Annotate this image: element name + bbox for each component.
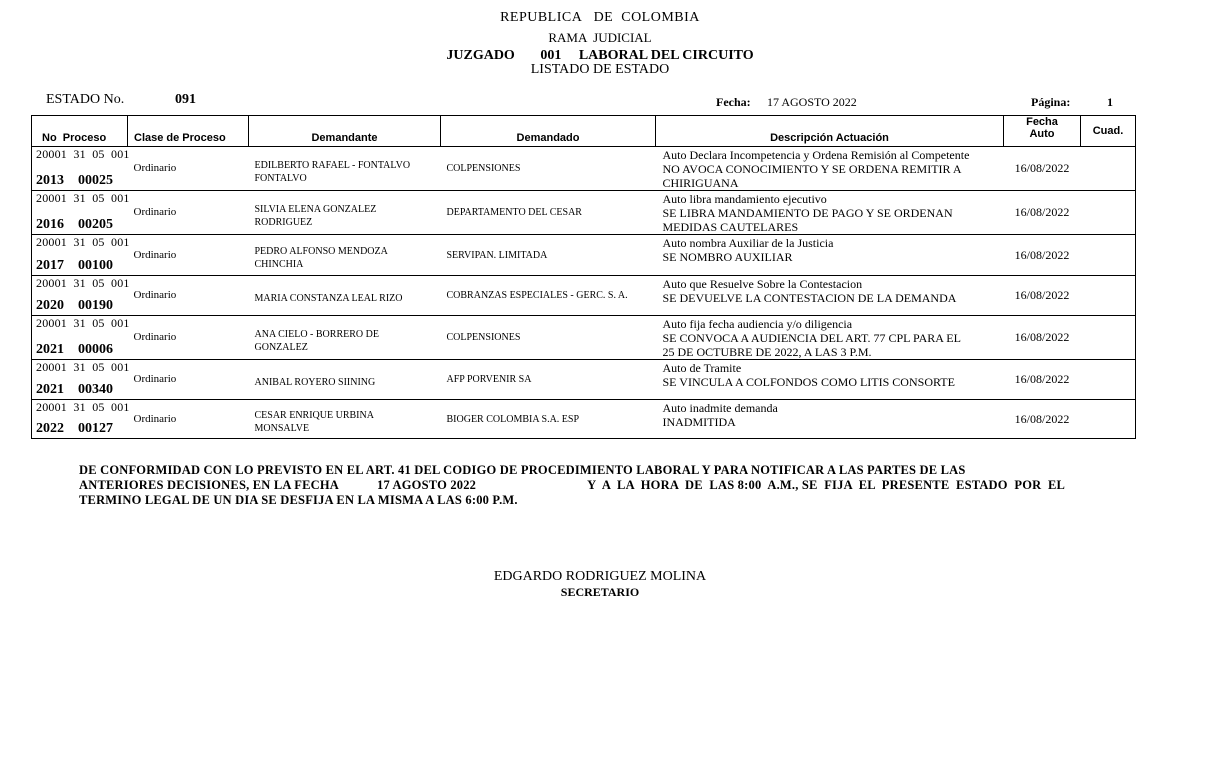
action-title: Auto libra mandamiento ejecutivo bbox=[662, 192, 827, 206]
cell-demandante bbox=[249, 191, 441, 235]
action-title: Auto de Tramite bbox=[662, 361, 742, 375]
cell-demandado bbox=[441, 276, 656, 316]
process-class: Ordinario bbox=[133, 206, 177, 218]
cell-demandante bbox=[249, 400, 441, 439]
process-year: 2020 bbox=[36, 298, 64, 313]
signature-title: SECRETARIO bbox=[560, 585, 640, 599]
action-date: 16/08/2022 bbox=[1014, 288, 1070, 302]
process-year: 2016 bbox=[36, 217, 64, 232]
table-row bbox=[32, 360, 1136, 400]
process-year: 2021 bbox=[36, 342, 64, 357]
header-cuad: Cuad. bbox=[1081, 116, 1136, 147]
cell-cuad bbox=[1081, 316, 1136, 360]
court-number: 001 bbox=[540, 48, 562, 63]
defendant: BIOGER COLOMBIA S.A. ESP bbox=[446, 413, 580, 425]
notice-date: 17 AGOSTO 2022 bbox=[377, 478, 477, 492]
branch-heading: RAMA JUDICIAL bbox=[548, 30, 652, 45]
defendant: AFP PORVENIR SA bbox=[446, 374, 532, 385]
cell-demandado bbox=[441, 235, 656, 276]
signature-name: EDGARDO RODRIGUEZ MOLINA bbox=[493, 569, 707, 584]
process-radicado: 00190 bbox=[78, 298, 113, 313]
process-code: 20001 31 05 001 bbox=[36, 360, 130, 374]
action-date: 16/08/2022 bbox=[1014, 161, 1070, 175]
process-year: 2021 bbox=[36, 382, 64, 397]
action-description bbox=[656, 147, 1004, 190]
plaintiff: EDILBERTO RAFAEL - FONTALVO FONTALVO bbox=[254, 159, 411, 184]
action-date: 16/08/2022 bbox=[1014, 372, 1070, 386]
process-code: 20001 31 05 001 bbox=[36, 400, 130, 414]
cell-cuad bbox=[1081, 276, 1136, 316]
cell-descripcion bbox=[656, 400, 1004, 439]
process-radicado: 00006 bbox=[78, 342, 113, 357]
cell-fecha bbox=[1004, 400, 1081, 439]
cell-clase bbox=[128, 191, 249, 235]
cell-proceso bbox=[32, 235, 128, 276]
table-row bbox=[32, 276, 1136, 316]
action-date: 16/08/2022 bbox=[1014, 330, 1070, 344]
defendant: DEPARTAMENTO DEL CESAR bbox=[446, 207, 582, 218]
action-date: 16/08/2022 bbox=[1014, 205, 1070, 219]
action-description bbox=[656, 360, 1004, 389]
process-number bbox=[36, 258, 113, 274]
court-label: JUZGADO bbox=[446, 48, 515, 63]
action-detail: INADMITIDA bbox=[662, 415, 736, 429]
process-radicado: 00127 bbox=[78, 421, 113, 436]
process-code: 20001 31 05 001 bbox=[36, 191, 130, 205]
legal-notice bbox=[79, 463, 1065, 508]
action-description bbox=[656, 316, 1004, 359]
estado-label: ESTADO No. bbox=[46, 92, 125, 107]
plaintiff: MARIA CONSTANZA LEAL RIZO bbox=[254, 293, 403, 304]
process-code: 20001 31 05 001 bbox=[36, 147, 130, 161]
cell-demandante bbox=[249, 235, 441, 276]
action-title: Auto que Resuelve Sobre la Contestacion bbox=[662, 277, 863, 291]
defendant: COLPENSIONES bbox=[446, 332, 521, 343]
plaintiff: ANIBAL ROYERO SIINING bbox=[254, 377, 376, 388]
process-number bbox=[36, 173, 113, 189]
process-class: Ordinario bbox=[133, 373, 177, 385]
notice-line-1: DE CONFORMIDAD CON LO PREVISTO EN EL ART. 41 DEL CODIGO DE PROCEDIMIENTO LABORAL Y PARA NOTIFICAR A LAS PARTES DE LAS bbox=[79, 463, 966, 477]
cell-clase bbox=[128, 316, 249, 360]
cell-demandado bbox=[441, 316, 656, 360]
cell-clase bbox=[128, 400, 249, 439]
action-detail: SE LIBRA MANDAMIENTO DE PAGO Y SE ORDENAN MEDIDAS CAUTELARES bbox=[662, 206, 953, 234]
plaintiff: SILVIA ELENA GONZALEZ RODRIGUEZ bbox=[254, 203, 377, 228]
cell-fecha bbox=[1004, 360, 1081, 400]
notice-line-2a: ANTERIORES DECISIONES, EN LA FECHA bbox=[79, 478, 339, 492]
table-row bbox=[32, 400, 1136, 439]
table-row bbox=[32, 147, 1136, 191]
action-date: 16/08/2022 bbox=[1014, 411, 1070, 426]
process-class: Ordinario bbox=[133, 289, 177, 301]
cell-descripcion bbox=[656, 191, 1004, 235]
cell-proceso bbox=[32, 147, 128, 191]
action-title: Auto fija fecha audiencia y/o diligencia bbox=[662, 317, 853, 331]
cell-demandante bbox=[249, 276, 441, 316]
cell-demandado bbox=[441, 147, 656, 191]
cell-proceso bbox=[32, 360, 128, 400]
cell-descripcion bbox=[656, 147, 1004, 191]
pagina-value: 1 bbox=[1107, 95, 1113, 109]
cell-proceso bbox=[32, 191, 128, 235]
process-number bbox=[36, 298, 113, 314]
action-description bbox=[656, 191, 1004, 234]
process-number bbox=[36, 382, 113, 398]
cell-cuad bbox=[1081, 400, 1136, 439]
cell-fecha bbox=[1004, 147, 1081, 191]
listing-title: LISTADO DE ESTADO bbox=[530, 62, 670, 77]
cell-clase bbox=[128, 276, 249, 316]
defendant: COLPENSIONES bbox=[446, 163, 521, 174]
action-detail: SE VINCULA A COLFONDOS COMO LITIS CONSORTE bbox=[662, 375, 955, 389]
table-row bbox=[32, 191, 1136, 235]
process-class: Ordinario bbox=[133, 412, 177, 425]
action-title: Auto Declara Incompetencia y Ordena Remisión al Competente bbox=[662, 148, 970, 162]
notice-line-2b: Y A LA HORA DE LAS 8:00 A.M., SE FIJA EL PRESENTE ESTADO POR EL bbox=[587, 478, 1066, 492]
process-class: Ordinario bbox=[133, 248, 177, 261]
republic-heading: REPUBLICA DE COLOMBIA bbox=[500, 10, 700, 25]
process-radicado: 00025 bbox=[78, 173, 113, 188]
defendant: COBRANZAS ESPECIALES - GERC. S. A. bbox=[446, 290, 628, 301]
table-row bbox=[32, 316, 1136, 360]
cell-fecha bbox=[1004, 316, 1081, 360]
pagina-label: Página: bbox=[1031, 95, 1071, 109]
cell-fecha bbox=[1004, 235, 1081, 276]
header-demandado: Demandado bbox=[441, 116, 656, 147]
cell-proceso bbox=[32, 400, 128, 439]
process-radicado: 00100 bbox=[78, 258, 113, 273]
cell-fecha bbox=[1004, 191, 1081, 235]
cell-proceso bbox=[32, 276, 128, 316]
cell-clase bbox=[128, 235, 249, 276]
header-fecha-auto bbox=[1004, 116, 1081, 147]
process-year: 2017 bbox=[36, 258, 64, 273]
fecha-value: 17 AGOSTO 2022 bbox=[767, 95, 857, 109]
action-description bbox=[656, 235, 1004, 264]
cell-cuad bbox=[1081, 235, 1136, 276]
court-name: LABORAL DEL CIRCUITO bbox=[578, 48, 754, 63]
cell-clase bbox=[128, 147, 249, 191]
cell-demandante bbox=[249, 316, 441, 360]
action-date: 16/08/2022 bbox=[1014, 247, 1070, 262]
cell-demandante bbox=[249, 147, 441, 191]
process-year: 2022 bbox=[36, 421, 64, 436]
process-code: 20001 31 05 001 bbox=[36, 276, 130, 290]
plaintiff: PEDRO ALFONSO MENDOZA CHINCHIA bbox=[254, 246, 388, 270]
cell-proceso bbox=[32, 316, 128, 360]
plaintiff: ANA CIELO - BORRERO DE GONZALEZ bbox=[254, 328, 379, 353]
header-demandante: Demandante bbox=[249, 116, 441, 147]
estado-table bbox=[31, 115, 1136, 439]
process-radicado: 00340 bbox=[78, 382, 113, 397]
action-detail: SE DEVUELVE LA CONTESTACION DE LA DEMANDA bbox=[662, 291, 957, 305]
plaintiff: CESAR ENRIQUE URBINA MONSALVE bbox=[254, 410, 374, 434]
cell-descripcion bbox=[656, 360, 1004, 400]
action-title: Auto nombra Auxiliar de la Justicia bbox=[662, 236, 834, 250]
cell-clase bbox=[128, 360, 249, 400]
process-number bbox=[36, 421, 113, 437]
table-header-row bbox=[32, 116, 1136, 147]
notice-line-3: TERMINO LEGAL DE UN DIA SE DESFIJA EN LA MISMA A LAS 6:00 P.M. bbox=[79, 493, 518, 507]
cell-demandado bbox=[441, 400, 656, 439]
notice-line-2 bbox=[79, 478, 1065, 493]
cell-demandado bbox=[441, 191, 656, 235]
header-clase: Clase de Proceso bbox=[128, 116, 249, 147]
process-number bbox=[36, 342, 113, 358]
cell-demandado bbox=[441, 360, 656, 400]
cell-demandante bbox=[249, 360, 441, 400]
cell-descripcion bbox=[656, 276, 1004, 316]
header-fecha-line1: Fecha bbox=[1026, 116, 1058, 128]
process-number bbox=[36, 217, 113, 233]
table-row bbox=[32, 235, 1136, 276]
action-title: Auto inadmite demanda bbox=[662, 401, 778, 415]
cell-cuad bbox=[1081, 360, 1136, 400]
cell-cuad bbox=[1081, 191, 1136, 235]
action-detail: NO AVOCA CONOCIMIENTO Y SE ORDENA REMITIR A CHIRIGUANA bbox=[662, 162, 961, 190]
cell-descripcion bbox=[656, 316, 1004, 360]
process-class: Ordinario bbox=[133, 162, 177, 174]
action-description bbox=[656, 276, 1004, 305]
action-description bbox=[656, 400, 1004, 429]
action-detail: SE NOMBRO AUXILIAR bbox=[662, 250, 793, 264]
cell-fecha bbox=[1004, 276, 1081, 316]
process-year: 2013 bbox=[36, 173, 64, 188]
estado-number: 091 bbox=[175, 92, 196, 107]
process-code: 20001 31 05 001 bbox=[36, 235, 130, 249]
header-no-proceso: No Proceso bbox=[32, 116, 128, 147]
header-fecha-line2: Auto bbox=[1029, 128, 1055, 140]
defendant: SERVIPAN. LIMITADA bbox=[446, 249, 548, 261]
cell-descripcion bbox=[656, 235, 1004, 276]
fecha-label: Fecha: bbox=[716, 95, 751, 109]
header-descripcion: Descripción Actuación bbox=[656, 116, 1004, 147]
cell-cuad bbox=[1081, 147, 1136, 191]
process-code: 20001 31 05 001 bbox=[36, 316, 130, 330]
process-class: Ordinario bbox=[133, 331, 177, 343]
action-detail: SE CONVOCA A AUDIENCIA DEL ART. 77 CPL PARA EL 25 DE OCTUBRE DE 2022, A LAS 3 P.M. bbox=[662, 331, 961, 359]
process-radicado: 00205 bbox=[78, 217, 113, 232]
